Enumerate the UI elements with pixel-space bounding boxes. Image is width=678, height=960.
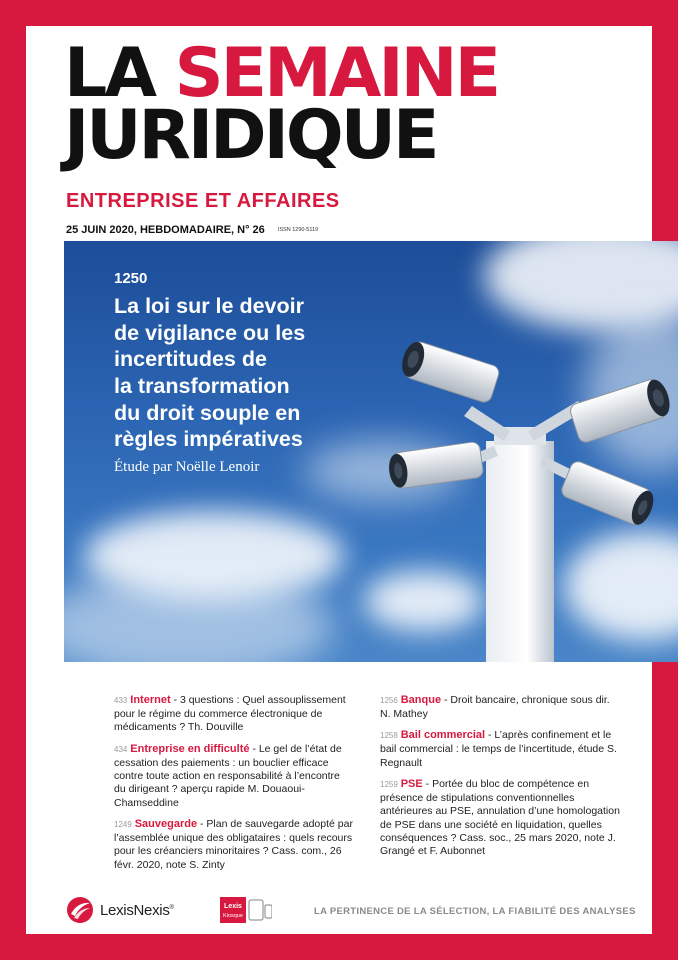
toc-item (114, 743, 354, 810)
toc-category: PSE (400, 777, 423, 790)
toc-text: - L’après confinement et le bail commercial : le temps de l’incertitude, étude S. Regnault (380, 729, 617, 769)
toc-category: Bail commercial (400, 729, 486, 742)
toc-item (114, 694, 354, 735)
kiosque-label-2: Kiosque (223, 913, 243, 919)
story-author: Étude par Noëlle Lenoir (114, 458, 260, 475)
story-title-line: incertitudes de (114, 347, 267, 372)
toc-right-column (380, 694, 620, 867)
toc-left-column (114, 694, 354, 880)
edition-subtitle: ENTREPRISE ET AFFAIRES (66, 190, 340, 212)
toc-number: 1259 (380, 779, 398, 789)
story-title-line: du droit souple en (114, 400, 301, 425)
story-title-line: règles impératives (114, 427, 303, 452)
story-number: 1250 (114, 270, 148, 287)
toc-number: 1258 (380, 731, 398, 741)
kiosque-label-1: Lexis (224, 903, 242, 910)
logo-text: LexisNexis (100, 901, 170, 919)
cover-story (114, 270, 374, 476)
toc-category: Sauvegarde (134, 817, 198, 830)
toc-text: - Plan de sauvegarde adopté par l’assemblée unique des obligataires : quels recours pour les créanciers minoritaires ? Cass. com., 26 févr. 2020, note S. Zinty (114, 817, 353, 871)
toc-number: 433 (114, 696, 128, 705)
toc-item (380, 694, 620, 721)
story-title-line: La loi sur le devoir (114, 294, 304, 318)
masthead (64, 34, 499, 175)
issue-info (66, 224, 318, 236)
registered-mark: ® (169, 904, 174, 911)
toc-text: - Portée du bloc de compétence en présence de stipulations conventionnelles antérieures au PSE, annulation d’une homologation de PSE dans une société en liquidation, quelles conséquences ? Cass. soc., 25 mars 2020, note J. Grangé et F. Aubonnet (380, 777, 620, 858)
top-border (0, 0, 678, 26)
toc-number: 434 (114, 744, 128, 754)
story-title-line: de vigilance ou les (114, 320, 306, 345)
toc-item (380, 729, 620, 770)
lexisnexis-wordmark (100, 902, 174, 919)
story-title (114, 293, 374, 453)
lexis-kiosque-icon (220, 897, 272, 923)
toc-text: - Le gel de l’état de cessation des paiements : un bouclier efficace contre toute action en responsabilité à l’encontre du dirigeant ? aperçu rapide M. Douaoui-Chamseddine (114, 742, 342, 809)
toc-text: - 3 questions : Quel assouplissement pour le régime du commerce électronique de médicaments ? Th. Douville (114, 694, 346, 734)
toc-number: 1249 (114, 819, 132, 829)
issn: ISSN 1290-5119 (277, 227, 319, 234)
issue-date: 25 JUIN 2020, HEBDOMADAIRE, N° 26 (66, 224, 265, 236)
toc-item (114, 818, 354, 872)
toc-category: Internet (130, 694, 171, 706)
masthead-la: LA (64, 34, 154, 113)
masthead-juridique: JURIDIQUE (64, 96, 437, 175)
story-title-line: la transformation (114, 373, 290, 398)
masthead-semaine: SEMAINE (174, 34, 499, 113)
toc-text: - Droit bancaire, chronique sous dir. N. Mathey (380, 694, 610, 720)
toc-item (380, 778, 620, 859)
tagline: LA PERTINENCE DE LA SÉLECTION, LA FIABILITÉ DES ANALYSES (314, 906, 636, 917)
toc-category: Entreprise en difficulté (130, 742, 250, 755)
toc-category: Banque (400, 694, 442, 706)
lexisnexis-logo (66, 896, 174, 924)
lexisnexis-emblem-icon (66, 896, 94, 924)
toc-number: 1256 (380, 696, 398, 705)
